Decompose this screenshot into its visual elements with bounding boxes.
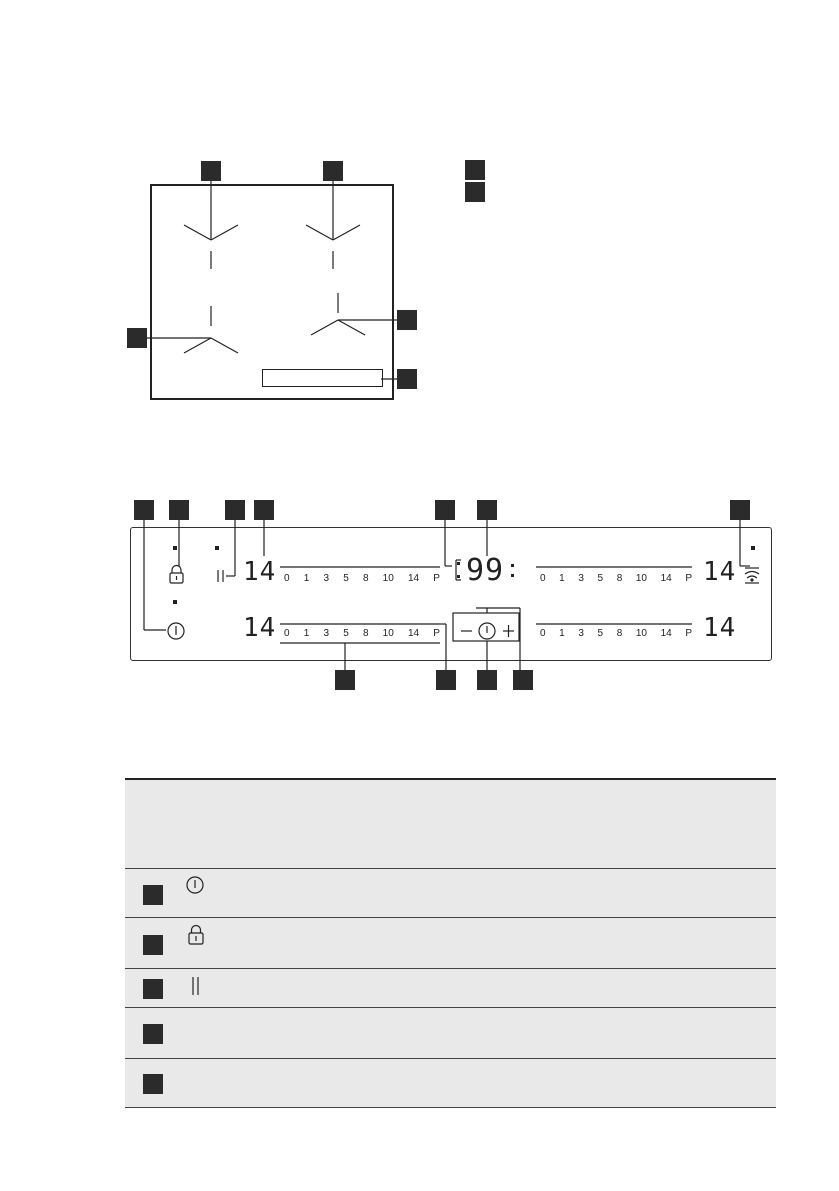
zone-display-rear-left: 14 [243,613,277,643]
table-row [125,869,776,918]
lock-icon [186,924,208,948]
power-icon [185,875,207,897]
callout-marker [477,500,497,520]
timer-display: 99 [466,553,505,588]
callout-marker [169,500,189,520]
callout-marker [730,500,750,520]
callout-marker [435,500,455,520]
pause-icon [189,975,203,997]
row-marker [143,1024,163,1044]
power-scale-rear-left[interactable]: 0 1 3 5 8 10 14 P [284,628,440,639]
table-row [125,1059,776,1108]
power-scale-front-right[interactable]: 0 1 3 5 8 10 14 P [540,628,692,639]
zone-display-front-right: 14 [703,613,737,643]
callout-marker [513,670,533,690]
callout-marker [436,670,456,690]
row-marker [143,885,163,905]
callout-marker [254,500,274,520]
power-scale-front-left[interactable]: 0 1 3 5 8 10 14 P [284,573,440,584]
power-scale-rear-right[interactable]: 0 1 3 5 8 10 14 P [540,573,692,584]
row-marker [143,935,163,955]
callout-marker [134,500,154,520]
table-row [125,969,776,1008]
table-header [125,778,776,869]
table-row [125,918,776,969]
table-row [125,1008,776,1059]
zone-display-front-left: 14 [243,557,277,587]
row-marker [143,979,163,999]
callout-marker [335,670,355,690]
callout-marker [477,670,497,690]
controls-table [125,778,776,1108]
callout-marker [225,500,245,520]
row-marker [143,1074,163,1094]
zone-display-rear-right: 14 [703,557,737,587]
